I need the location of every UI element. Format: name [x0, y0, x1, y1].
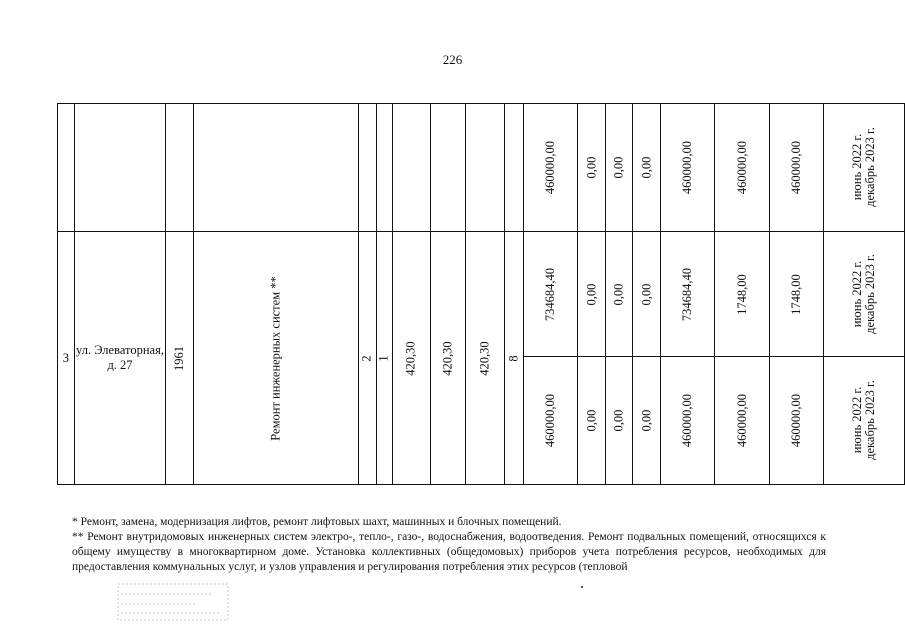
cost-cell: 460000,00: [715, 357, 770, 485]
footnotes: [72, 515, 826, 575]
cost-cell: 0,00: [633, 232, 661, 357]
empty-cell: [74, 104, 165, 232]
row-number-cell: 3: [58, 232, 75, 485]
cost-cell: 460000,00: [661, 357, 715, 485]
empty-cell: [58, 104, 75, 232]
cost-cell: 0,00: [578, 357, 606, 485]
empty-cell: [466, 104, 504, 232]
empty-cell: [359, 104, 377, 232]
area-cell: 420,30: [392, 232, 430, 485]
cost-cell: 460000,00: [770, 357, 824, 485]
entrances-cell: 1: [376, 232, 392, 485]
scan-dot: [581, 586, 583, 588]
period-cell: июнь 2022 г. декабрь 2023 г.: [824, 232, 905, 357]
empty-cell: [376, 104, 392, 232]
area-cell: 420,30: [466, 232, 504, 485]
period-cell: июнь 2022 г. декабрь 2023 г.: [824, 104, 905, 232]
cost-cell: 0,00: [578, 104, 606, 232]
footnote-1: * Ремонт, замена, модернизация лифтов, ремонт лифтовых шахт, машинных и блочных помещений.: [72, 516, 562, 528]
cost-total-cell: 460000,00: [524, 104, 578, 232]
cost-cell: 1748,00: [715, 232, 770, 357]
empty-cell: [392, 104, 430, 232]
table-row: [58, 232, 905, 357]
year-cell: 1961: [166, 232, 193, 485]
cost-cell: 1748,00: [770, 232, 824, 357]
floors-cell: 2: [359, 232, 377, 485]
residents-cell: 8: [504, 232, 524, 485]
cost-total-cell: 460000,00: [524, 357, 578, 485]
cost-cell: 0,00: [633, 357, 661, 485]
cost-cell: 0,00: [606, 357, 633, 485]
capital-repair-table-wrapper: [57, 103, 905, 485]
empty-cell: [504, 104, 524, 232]
empty-cell: [193, 104, 358, 232]
area-cell: 420,30: [430, 232, 465, 485]
footnote-2: ** Ремонт внутридомовых инженерных систем электро-, тепло-, газо-, водоснабжения, водоотведения. Ремонт подвальных помещений, относящихся к общему имуществу в многоквартирном доме. Установка коллективных (общедомовых) приборов учета потребления ресурсов, необходимых для предоставления коммунальных услуг, и узлов управления и регулирования потребления этих ресурсов (тепловой: [72, 531, 826, 573]
empty-cell: [166, 104, 193, 232]
scan-artifact: [117, 582, 229, 622]
work-type-cell: Ремонт инженерных систем **: [193, 232, 358, 485]
empty-cell: [430, 104, 465, 232]
capital-repair-table: [57, 103, 905, 485]
address-cell: ул. Элеваторная, д. 27: [74, 232, 165, 485]
cost-cell: 0,00: [633, 104, 661, 232]
table-row: [58, 104, 905, 232]
cost-cell: 460000,00: [661, 104, 715, 232]
cost-cell: 460000,00: [715, 104, 770, 232]
cost-total-cell: 734684,40: [524, 232, 578, 357]
cost-cell: 734684,40: [661, 232, 715, 357]
cost-cell: 0,00: [606, 104, 633, 232]
cost-cell: 0,00: [578, 232, 606, 357]
cost-cell: 0,00: [606, 232, 633, 357]
cost-cell: 460000,00: [770, 104, 824, 232]
period-cell: июнь 2022 г. декабрь 2023 г.: [824, 357, 905, 485]
page-number: 226: [442, 52, 463, 67]
